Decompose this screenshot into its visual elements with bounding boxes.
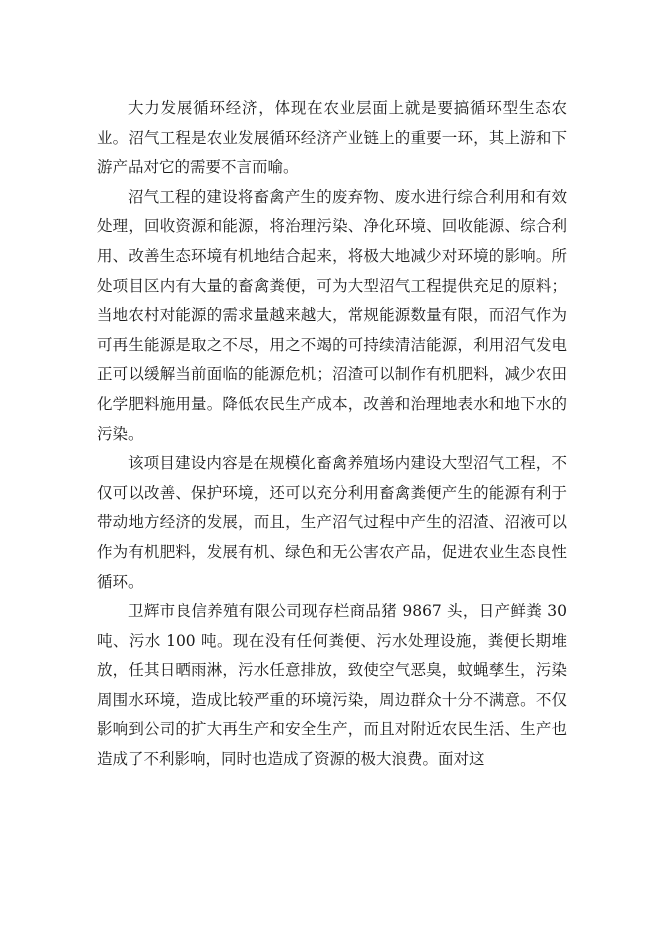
paragraph-project-content: 该项目建设内容是在规模化畜禽养殖场内建设大型沼气工程，不仅可以改善、保护环境，还可以充分利用畜禽粪便产生的能源有利于带动地方经济的发展，而且，生产沼气过程中产生的沼渣、沼液可以作为有机肥料，发展有机、绿色和无公害农产品，促进农业生态良性循环。	[97, 454, 567, 591]
paragraph-biogas-benefits: 沼气工程的建设将畜禽产生的废弃物、废水进行综合利用和有效处理，回收资源和能源，将治理污染、净化环境、回收能源、综合利用、改善生态环境有机地结合起来，将极大地减少对环境的影响。所处项目区内有大量的畜禽粪便，可为大型沼气工程提供充足的原料；当地农村对能源的需求量越来越大，常规能源数量有限，而沼气作为可再生能源是取之不尽，用之不竭的可持续清洁能源，利用沼气发电正可以缓解当前面临的能源危机；沼渣可以制作有机肥料，减少农田化学肥料施用量。降低农民生产成本，改善和治理地表水和地下水的污染。	[97, 187, 567, 443]
paragraph-company-situation: 卫辉市良信养殖有限公司现存栏商品猪 9867 头，日产鲜粪 30 吨、污水 100 吨。现在没有任何粪便、污水处理设施，粪便长期堆放，任其日晒雨淋，污水任意排放，致使空气恶臭，蚊蝇孳生，污染周围水环境，造成比较严重的环境污染，周边群众十分不满意。不仅影响到公司的扩大再生产和安全生产，而且对附近农民生活、生产也造成了不利影响，同时也造成了资源的极大浪费。面对这	[97, 602, 567, 769]
document-body	[97, 94, 567, 775]
paragraph-circular-economy: 大力发展循环经济，体现在农业层面上就是要搞循环型生态农业。沼气工程是农业发展循环经济产业链上的重要一环，其上游和下游产品对它的需要不言而喻。	[97, 99, 567, 177]
